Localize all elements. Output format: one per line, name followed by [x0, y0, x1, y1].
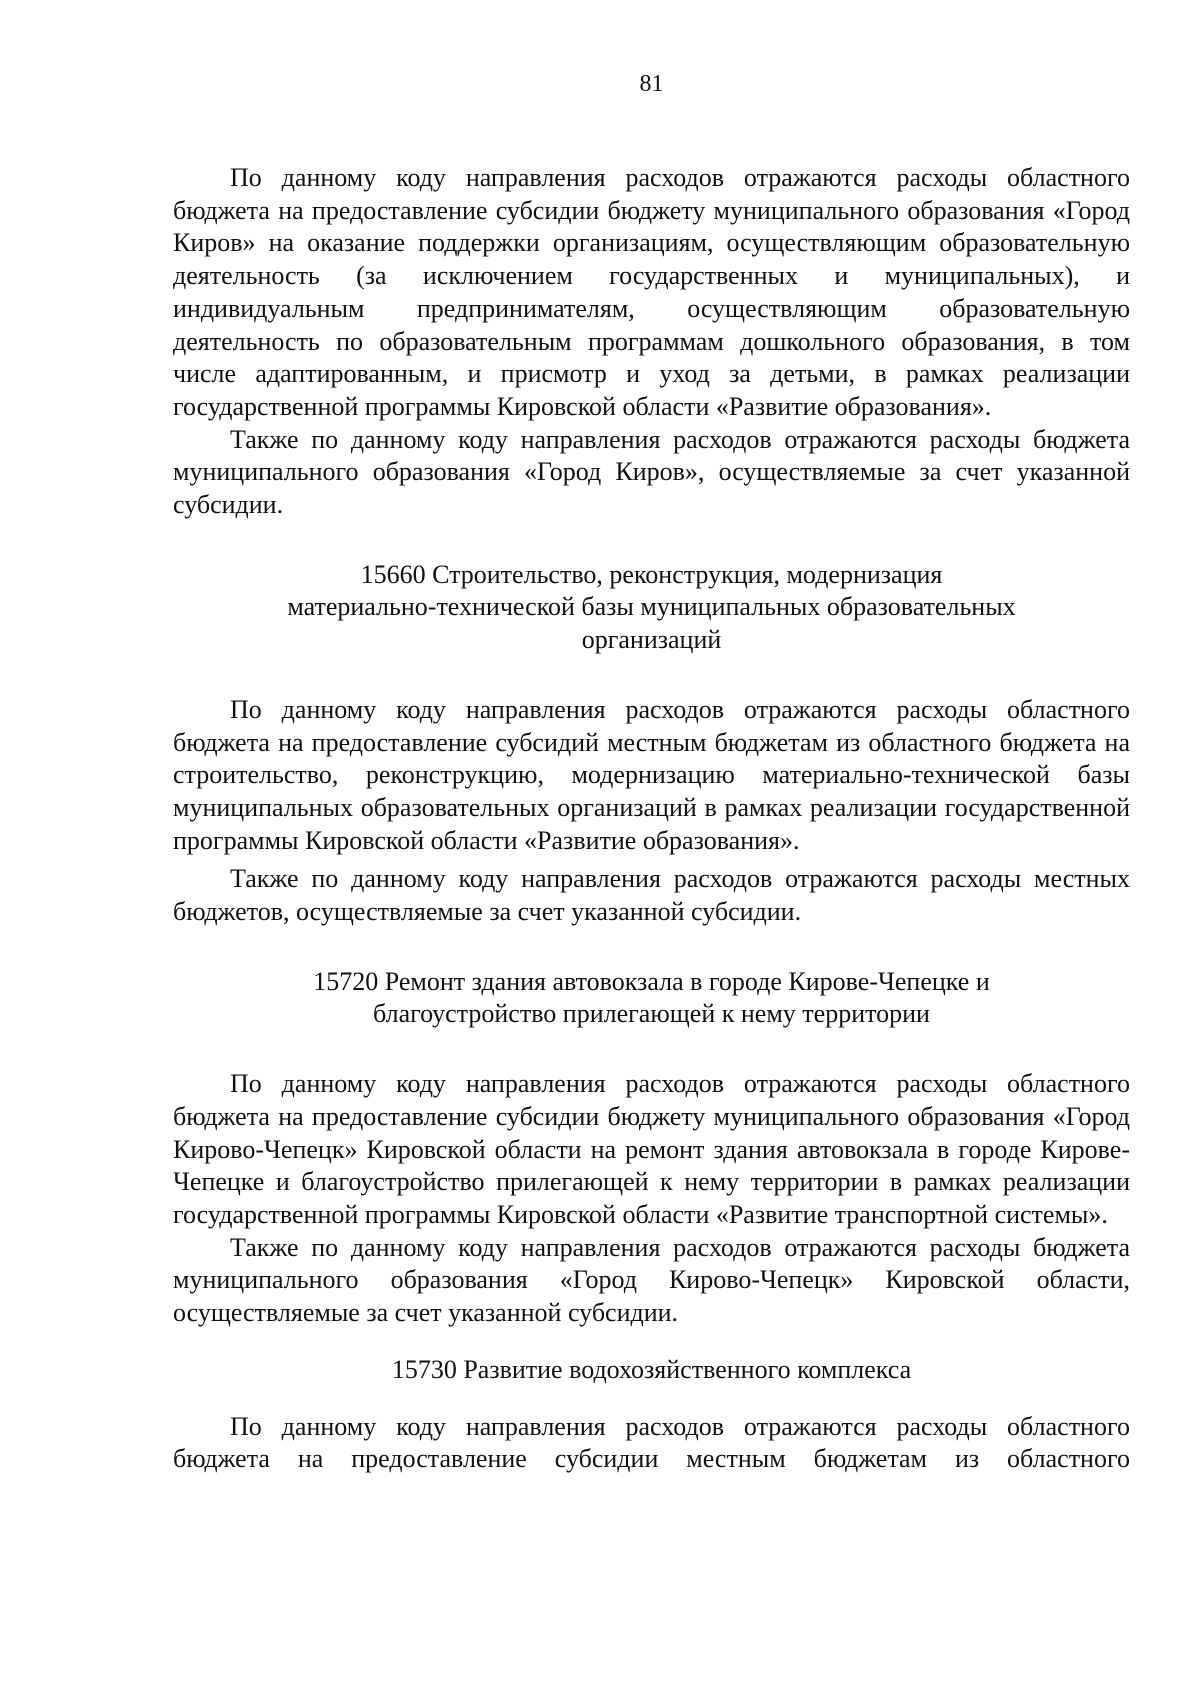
paragraph-2: Также по данному коду направления расходов отражаются расходы бюджета муниципального образования «Город Киров», осуществляемые за счет указанной субсидии.	[173, 424, 1130, 520]
paragraph-3: По данному коду направления расходов отражаются расходы областного бюджета на предоставление субсидий местным бюджетам из областного бюджета на строительство, реконструкцию, модернизацию материально-технической базы муниципальных образовательных организаций в рамках реализации государственной программы Кировской области «Развитие образования».	[173, 694, 1130, 855]
section-heading-15660: 15660 Строительство, реконструкция, модернизация материально-технической базы муниципальных образовательных организаций	[287, 559, 1016, 655]
paragraph-5: По данному коду направления расходов отражаются расходы областного бюджета на предоставление субсидии бюджету муниципального образования «Город Кирово-Чепецк» Кировской области на ремонт здания автовокзала в городе Кирове-Чепецке и благоустройство прилегающей к нему территории в рамках реализации государственной программы Кировской области «Развитие транспортной системы».	[173, 1069, 1130, 1229]
paragraph-1: По данному коду направления расходов отражаются расходы областного бюджета на предоставление субсидии бюджету муниципального образования «Город Киров» на оказание поддержки организациям, осуществляющим образовательную деятельность (за исключением государственных и муниципальных), и индивидуальным предпринимателям, осуществляющим образовательную деятельность по образовательным программам дошкольного образования, в том числе адаптированным, и присмотр и уход за детьми, в рамках реализации государственной программы Кировской области «Развитие образования».	[173, 163, 1130, 421]
page-number: 81	[639, 71, 664, 97]
paragraph-7: По данному коду направления расходов отражаются расходы областного бюджета на предоставление субсидии местным бюджетам из областного	[173, 1411, 1130, 1474]
document-page	[173, 68, 1130, 1476]
paragraph-6: Также по данному коду направления расходов отражаются расходы бюджета муниципального образования «Город Кирово-Чепецк» Кировской области, осуществляемые за счет указанной субсидии.	[173, 1232, 1130, 1328]
section-heading-15720: 15720 Ремонт здания автовокзала в городе Кирове-Чепецке и благоустройство прилегающей к нему территории	[313, 966, 990, 1029]
paragraph-4: Также по данному коду направления расходов отражаются расходы местных бюджетов, осуществляемые за счет указанной субсидии.	[173, 864, 1130, 927]
section-heading-15730: 15730 Развитие водохозяйственного комплекса	[391, 1354, 912, 1384]
